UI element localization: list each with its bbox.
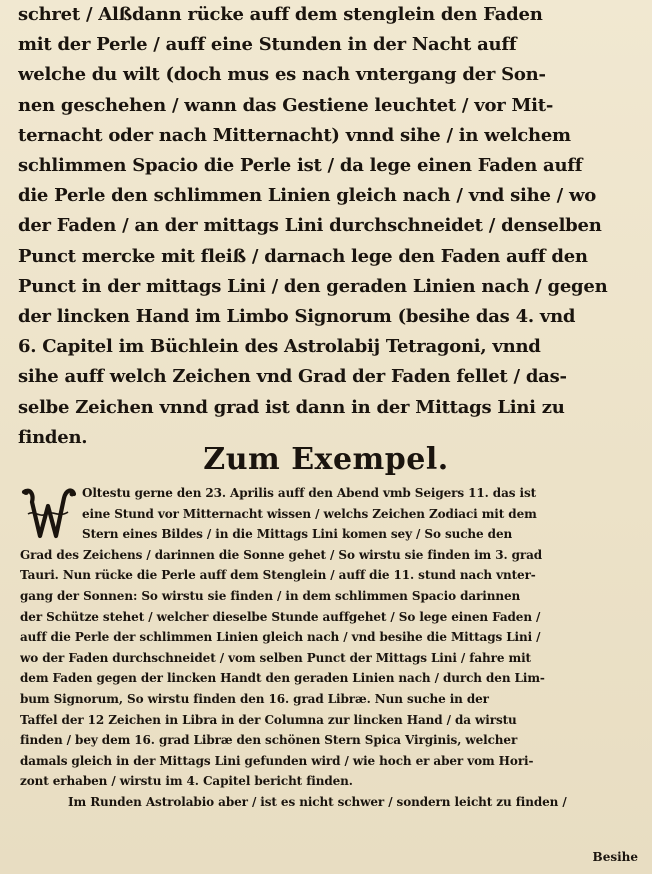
text-line: der lincken Hand im Limbo Signorum (besihe das 4. vnd: [18, 306, 576, 328]
text-line: die Perle den schlimmen Linien gleich nach / vnd sihe / wo: [18, 185, 597, 207]
text-line: auff die Perle der schlimmen Linien gleich nach / vnd besihe die Mittags Lini /: [20, 630, 541, 645]
text-line: Tauri. Nun rücke die Perle auff dem Stenglein / auff die 11. stund nach vnter-: [20, 568, 536, 583]
text-line: bum Signorum, So wirstu finden den 16. grad Libræ. Nun suche in der: [20, 691, 489, 706]
text-line: Punct in der mittags Lini / den geraden Linien nach / gegen: [18, 275, 608, 297]
text-line: Grad des Zeichens / darinnen die Sonne gehet / So wirstu sie finden im 3. grad: [20, 547, 543, 562]
text-line: schlimmen Spacio die Perle ist / da lege einen Faden auff: [18, 155, 583, 177]
text-line: welche du wilt (doch mus es nach vntergang der Son-: [18, 64, 546, 86]
text-line: Oltestu gerne den 23. Aprilis auff den Abend vmb Seigers 11. das ist: [82, 486, 537, 500]
catchword: Besihe: [592, 850, 638, 864]
text-line: mit der Perle / auff eine Stunden in der Nacht auff: [18, 34, 517, 56]
text-line: dem Faden gegen der lincken Handt den geraden Linien nach / durch den Lim-: [20, 671, 545, 686]
text-line: der Schütze stehet / welcher dieselbe Stunde auffgehet / So lege einen Faden /: [20, 609, 541, 624]
text-line: nen geschehen / wann das Gestiene leuchtet / vor Mit-: [18, 94, 554, 116]
text-line: gang der Sonnen: So wirstu sie finden / in dem schlimmen Spacio darinnen: [20, 588, 521, 603]
text-line: eine Stund vor Mitternacht wissen / welchs Zeichen Zodiaci mit dem: [82, 506, 537, 521]
text-line: Stern eines Bildes / in die Mittags Lini komen sey / So suche den: [82, 527, 513, 542]
text-line: ternacht oder nach Mitternacht) vnnd sihe / in welchem: [18, 124, 571, 146]
text-line: selbe Zeichen vnnd grad ist dann in der Mittags Lini zu: [18, 396, 565, 418]
text-line: zont erhaben / wirstu im 4. Capitel bericht finden.: [20, 774, 353, 789]
section-heading: Zum Exempel.: [203, 442, 449, 477]
text-line: finden.: [18, 426, 88, 448]
text-line: schret / Alßdann rücke auff dem stenglein den Faden: [18, 4, 543, 25]
text-line: sihe auff welch Zeichen vnd Grad der Faden fellet / das-: [18, 366, 567, 388]
text-line: wo der Faden durchschneidet / vom selben Punct der Mittags Lini / fahre mit: [20, 650, 531, 665]
text-line: Punct mercke mit fleiß / darnach lege den Faden auff den: [18, 245, 588, 267]
text-line: der Faden / an der mittags Lini durchschneidet / denselben: [18, 215, 602, 237]
text-line: Taffel der 12 Zeichen in Libra in der Columna zur lincken Hand / da wirstu: [20, 712, 517, 727]
upper-paragraph: [18, 0, 642, 453]
text-line: finden / bey dem 16. grad Libræ den schönen Stern Spica Virginis, welcher: [20, 733, 518, 748]
text-line: 6. Capitel im Büchlein des Astrolabij Tetragoni, vnnd: [18, 336, 541, 358]
example-paragraph: [20, 483, 642, 813]
text-line: Im Runden Astrolabio aber / ist es nicht schwer / sondern leicht zu finden /: [68, 794, 567, 809]
text-line: damals gleich in der Mittags Lini gefunden wird / wie hoch er aber vom Hori-: [20, 753, 534, 768]
